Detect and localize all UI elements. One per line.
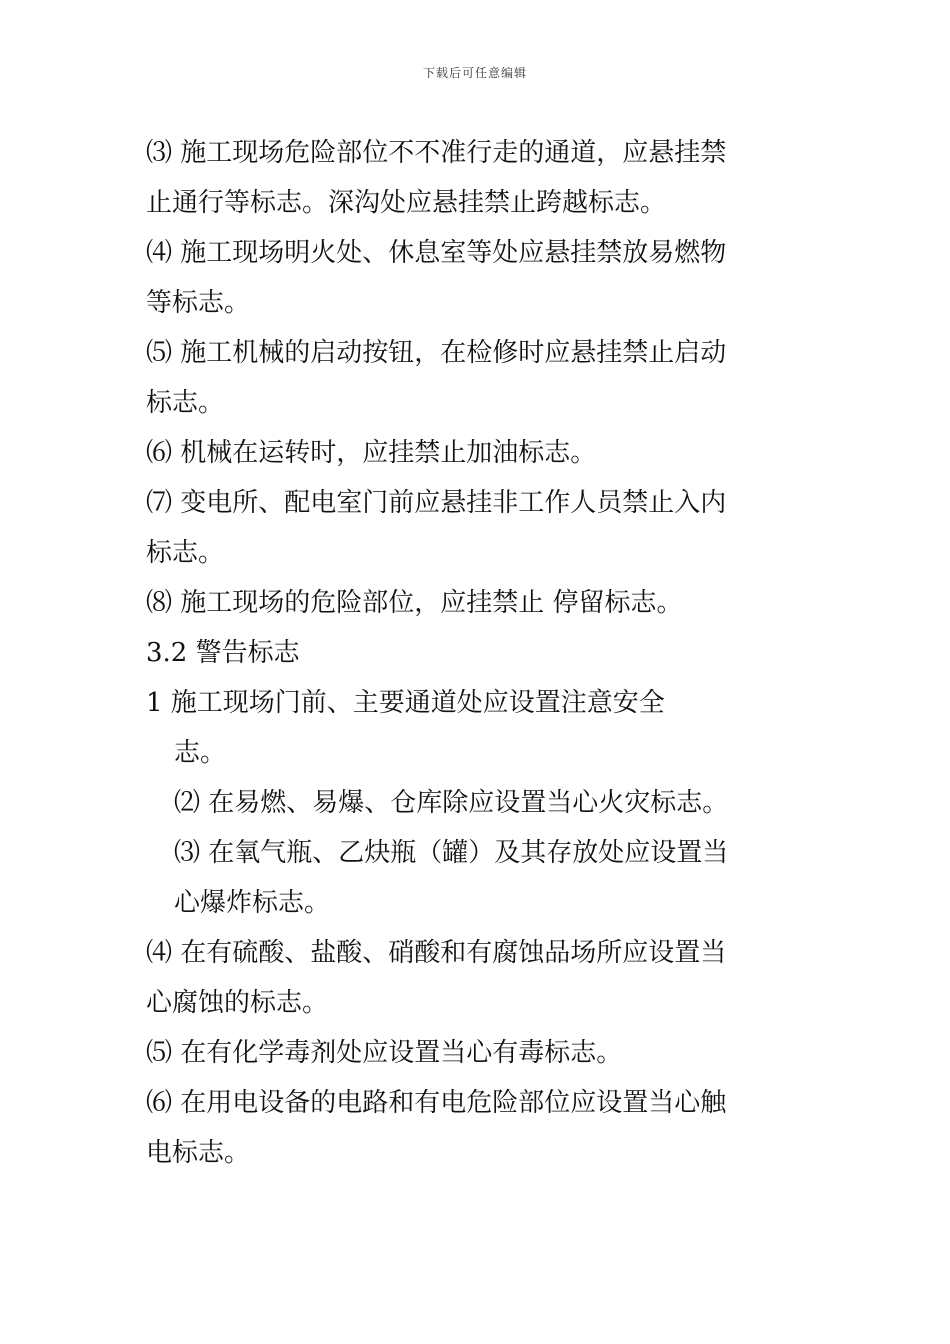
text-line-5: ⑸ 施工机械的启动按钮，在检修时应悬挂禁止启动 — [146, 338, 727, 368]
text-line-2: 止通行等标志。深沟处应悬挂禁止跨越标志。 — [146, 188, 667, 218]
text-line-10: ⑻ 施工现场的危险部位，应挂禁止 停留标志。 — [146, 588, 683, 618]
text-line-14: ⑵ 在易燃、易爆、仓库除应设置当心火灾标志。 — [174, 788, 729, 818]
text-line-12: 1 施工现场门前、主要通道处应设置注意安全 — [146, 688, 665, 718]
text-line-16: 心爆炸标志。 — [174, 888, 331, 918]
document-body — [146, 128, 806, 1178]
text-line-7: ⑹ 机械在运转时，应挂禁止加油标志。 — [146, 438, 597, 468]
text-line-4: 等标志。 — [146, 288, 251, 318]
text-line-13: 志。 — [174, 738, 227, 768]
text-line-18: 心腐蚀的标志。 — [146, 988, 329, 1018]
text-line-21: 电标志。 — [146, 1138, 251, 1168]
text-line-19: ⑸ 在有化学毒剂处应设置当心有毒标志。 — [146, 1038, 623, 1068]
text-line-20: ⑹ 在用电设备的电路和有电危险部位应设置当心触 — [146, 1088, 727, 1118]
page-header: 下载后可任意编辑 — [422, 66, 527, 80]
text-line-17: ⑷ 在有硫酸、盐酸、硝酸和有腐蚀品场所应设置当 — [146, 938, 727, 968]
text-line-6: 标志。 — [146, 388, 225, 418]
text-line-15: ⑶ 在氧气瓶、乙炔瓶（罐）及其存放处应设置当 — [174, 838, 729, 868]
text-line-1: ⑶ 施工现场危险部位不不准行走的通道，应悬挂禁 — [146, 138, 727, 168]
text-line-3: ⑷ 施工现场明火处、休息室等处应悬挂禁放易燃物 — [146, 238, 727, 268]
section-heading: 3.2 警告标志 — [146, 638, 300, 668]
text-line-9: 标志。 — [146, 538, 225, 568]
text-line-8: ⑺ 变电所、配电室门前应悬挂非工作人员禁止入内 — [146, 488, 727, 518]
